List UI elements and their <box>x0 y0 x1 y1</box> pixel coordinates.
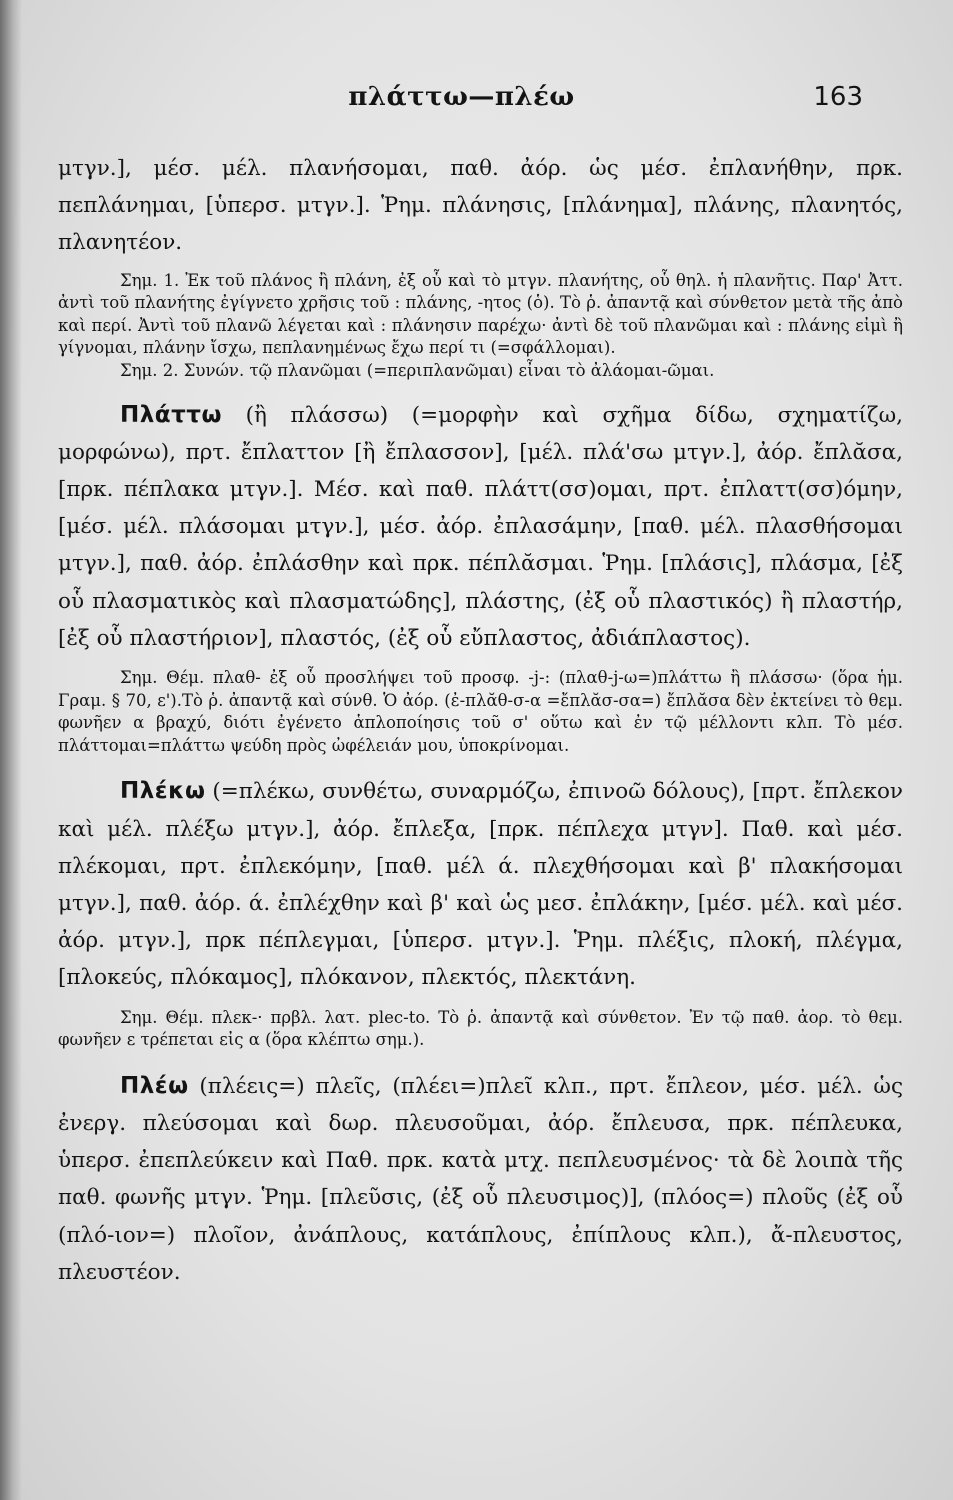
entry-plekw-note: Σημ. Θέμ. πλεκ-· πρβλ. λατ. plec-to. Τὸ ῥ. ἀπαντᾷ καὶ σύνθετον. Ἐν τῷ παθ. ἀορ. τὸ θεμ. φωνῆεν ε τρέπεται εἰς α (ὅρα κλέπτω σημ.). <box>58 1007 903 1050</box>
intro-paragraph: μτγν.], μέσ. μέλ. πλανήσομαι, παθ. ἀόρ. ὡς μέσ. ἐπλανήθην, πρκ. πεπλάνημαι, [ὑπερσ. μτγν.]. Ῥημ. πλάνησις, [πλάνημα], πλάνης, πλανητός, πλανητέον. <box>58 156 903 256</box>
headword: Πλάττω <box>120 401 222 428</box>
running-head: πλάττω—πλέω <box>348 82 575 112</box>
entry-plattw <box>58 397 903 657</box>
note-2: Σημ. 2. Συνών. τῷ πλανῶμαι (=περιπλανῶμαι) εἶναι τὸ ἀλάομαι-ῶμαι. <box>120 360 715 380</box>
headword: Πλέκω <box>120 778 206 805</box>
entry-plew <box>58 1068 903 1291</box>
page-body <box>58 150 903 1291</box>
entry-text: (πλέεις=) πλεῖς, (πλέει=)πλεῖ κλπ., πρτ. ἔπλεον, μέσ. μέλ. ὡς ἐνεργ. πλεύσομαι καὶ δωρ. πλευσοῦμαι, ἀόρ. ἔπλευσα, πρκ. πέπλευκα, ὑπερσ. ἐπεπλεύκειν καὶ Παθ. πρκ. κατὰ μτχ. πεπλευσμένος· τὰ δὲ λοιπὰ τῆς παθ. φωνῆς μτγν. Ῥημ. [πλεῦσις, (ἐξ οὗ πλευσιμος)], (πλόος=) πλοῦς (ἐξ οὗ (πλό-ιον=) πλοῖον, ἀνάπλους, κατάπλους, ἐπίπλους κλπ.), ἄ-πλευστος, πλευστέον. <box>58 1073 903 1285</box>
page-header <box>60 82 863 122</box>
page-edge-shadow <box>0 0 22 1500</box>
entry-text: (ἢ πλάσσω) (=μορφὴν καὶ σχῆμα δίδω, σχηματίζω, μορφώνω), πρτ. ἔπλαττον [ἢ ἔπλασσον], [μέλ. πλά'σω μτγν.], ἀόρ. ἔπλᾰσα, [πρκ. πέπλακα μτγν.]. Μέσ. καὶ παθ. πλάττ(σσ)ομαι, πρτ. ἐπλαττ(σσ)όμην, [μέσ. μέλ. πλάσομαι μτγν.], μέσ. ἀόρ. ἐπλασάμην, [παθ. μέλ. πλασθήσομαι μτγν.], παθ. ἀόρ. ἐπλάσθην καὶ πρκ. πέπλᾰσμαι. Ῥημ. [πλάσις], πλάσμα, [ἐξ οὗ πλασματικὸς καὶ πλασματώδης], πλάστης, (ἐξ οὗ πλαστικός) ἢ πλαστήρ, [ἐξ οὗ πλαστήριον], πλαστός, (ἐξ οὗ εὔπλαστος, ἀδιάπλαστος). <box>58 402 903 651</box>
headword: Πλέω <box>120 1072 189 1099</box>
entry-plattw-note: Σημ. Θέμ. πλαθ- ἐξ οὗ προσλήψει τοῦ προσφ. -j-: (πλαθ-j-ω=)πλάττω ἢ πλάσσω· (ὅρα ἡμ. Γραμ. § 70, ε').Τὸ ῥ. ἀπαντᾷ καὶ σύνθ. Ὁ ἀόρ. (ἐ-πλᾰθ-σ-α =ἔπλᾰσ-σα=) ἔπλᾰσα δὲν ἐκτείνει τὸ θεμ. φωνῆεν α βραχύ, διότι ἐγένετο ἁπλοποίησις τοῦ σ' οὕτω καὶ ἐν τῷ μέλλοντι κλπ. Τὸ μέσ. πλάττομαι=πλάττω ψεύδη πρὸς ὠφέλειάν μου, ὑποκρίνομαι. <box>58 668 903 755</box>
note-1: Σημ. 1. Ἐκ τοῦ πλάνος ἢ πλάνη, ἐξ οὗ καὶ τὸ μτγν. πλανήτης, οὗ θηλ. ἡ πλανῆτις. Παρ' Ἀττ. ἀντὶ τοῦ πλανήτης ἐγίγνετο χρῆσις τοῦ : πλάνης, -ητος (ὁ). Τὸ ῥ. ἀπαντᾷ καὶ σύνθετον μετὰ τῆς ἀπὸ καὶ περί. Ἀντὶ τοῦ πλανῶ λέγεται καὶ : πλάνησιν παρέχω· ἀντὶ δὲ τοῦ πλανῶμαι καὶ : πλάνης εἰμὶ ἢ γίγνομαι, πλάνην ἴσχω, πεπλανημένως ἔχω περί τι (=σφάλλομαι). <box>58 270 903 358</box>
entry-text: (=πλέκω, συνθέτω, συναρμόζω, ἐπινοῶ δόλους), [πρτ. ἔπλεκον καὶ μέλ. πλέξω μτγν.], ἀόρ. ἔπλεξα, [πρκ. πέπλεχα μτγν]. Παθ. καὶ μέσ. πλέκομαι, πρτ. ἐπλεκόμην, [παθ. μέλ ά. πλεχθήσομαι καὶ β' πλακήσομαι μτγν.], παθ. ἀόρ. ά. ἐπλέχθην καὶ β' καὶ ὡς μεσ. ἐπλάκην, [μέσ. μέλ. καὶ μέσ. ἀόρ. μτγν.], πρκ πέπλεγμαι, [ὑπερσ. μτγν.]. Ῥημ. πλέξις, πλοκή, πλέγμα, [πλοκεύς, πλόκαμος], πλόκανον, πλεκτός, πλεκτάνη. <box>58 779 903 991</box>
entry-plekw <box>58 773 903 996</box>
page-number: 163 <box>813 82 863 112</box>
